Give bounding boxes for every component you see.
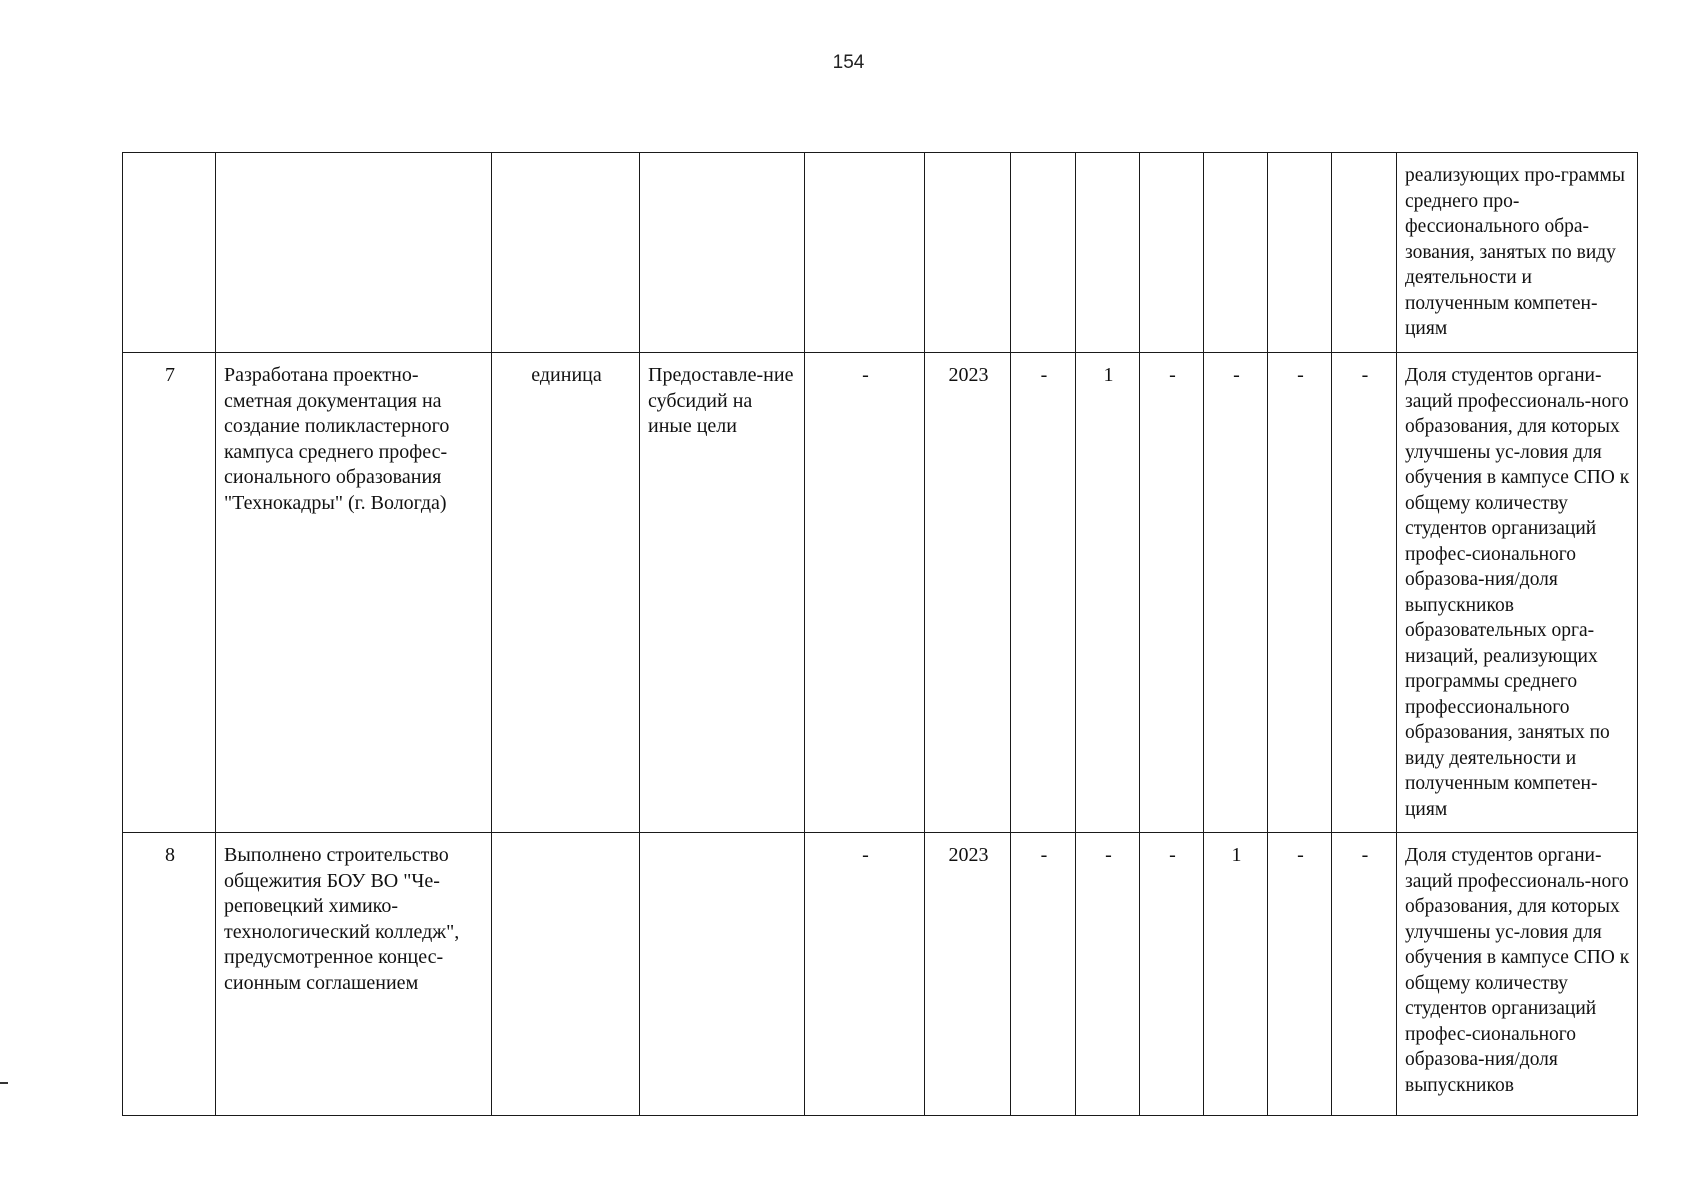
value-cell-3: -	[1140, 833, 1204, 1116]
value-cell-4	[1204, 153, 1268, 353]
value-cell-4: -	[1204, 353, 1268, 833]
value-cell-2: 1	[1076, 353, 1140, 833]
value-cell-2: -	[1076, 833, 1140, 1116]
value-cell-6: -	[1332, 353, 1397, 833]
value-cell-1: -	[1011, 833, 1076, 1116]
unit-cell: единица	[492, 353, 640, 833]
table-row	[123, 353, 1638, 833]
page-number: 154	[832, 52, 865, 73]
unit-cell	[492, 833, 640, 1116]
row-number-cell: 7	[123, 353, 216, 833]
row-number-cell: 8	[123, 833, 216, 1116]
year-cell: 2023	[925, 353, 1011, 833]
result-cell: Выполнено строительство общежития БОУ ВО "Че-реповецкий химико-технологический колледж", предусмотренное концес-сионным соглашением	[216, 833, 492, 1116]
value-cell-6	[1332, 153, 1397, 353]
mechanism-cell: Предоставле-ние субсидий на иные цели	[640, 353, 805, 833]
unit-cell	[492, 153, 640, 353]
results-table	[122, 152, 1638, 1116]
result-cell	[216, 153, 492, 353]
table-row	[123, 153, 1638, 353]
value-cell-5	[1268, 153, 1332, 353]
value-cell-3: -	[1140, 353, 1204, 833]
value-cell-3	[1140, 153, 1204, 353]
indicator-cell: Доля студентов органи-заций профессиональ-ного образования, для которых улучшены ус-ловия для обучения в кампусе СПО к общему количеству студентов организаций профес-сионального образова-ния/доля выпускников	[1397, 833, 1638, 1116]
value-cell-6: -	[1332, 833, 1397, 1116]
row-number-cell	[123, 153, 216, 353]
result-cell: Разработана проектно-сметная документация на создание поликластерного кампуса среднего профес-сионального образования "Технокадры" (г. Вологда)	[216, 353, 492, 833]
table-row	[123, 833, 1638, 1116]
value-cell-4: 1	[1204, 833, 1268, 1116]
indicator-cell: реализующих про-граммы среднего про-фессионального обра-зования, занятых по виду деятельности и полученным компетен-циям	[1397, 153, 1638, 353]
indicator-cell: Доля студентов органи-заций профессиональ-ного образования, для которых улучшены ус-ловия для обучения в кампусе СПО к общему количеству студентов организаций профес-сионального образова-ния/доля выпускников образовательных орга-низаций, реализующих программы среднего профессионального образования, занятых по виду деятельности и полученным компетен-циям	[1397, 353, 1638, 833]
margin-mark	[0, 1082, 8, 1084]
year-cell: 2023	[925, 833, 1011, 1116]
value-cell-1	[1011, 153, 1076, 353]
year-cell	[925, 153, 1011, 353]
value-cell-5: -	[1268, 833, 1332, 1116]
value-cell-2	[1076, 153, 1140, 353]
base-value-cell: -	[805, 353, 925, 833]
value-cell-1: -	[1011, 353, 1076, 833]
mechanism-cell	[640, 153, 805, 353]
mechanism-cell	[640, 833, 805, 1116]
base-value-cell	[805, 153, 925, 353]
value-cell-5: -	[1268, 353, 1332, 833]
base-value-cell: -	[805, 833, 925, 1116]
